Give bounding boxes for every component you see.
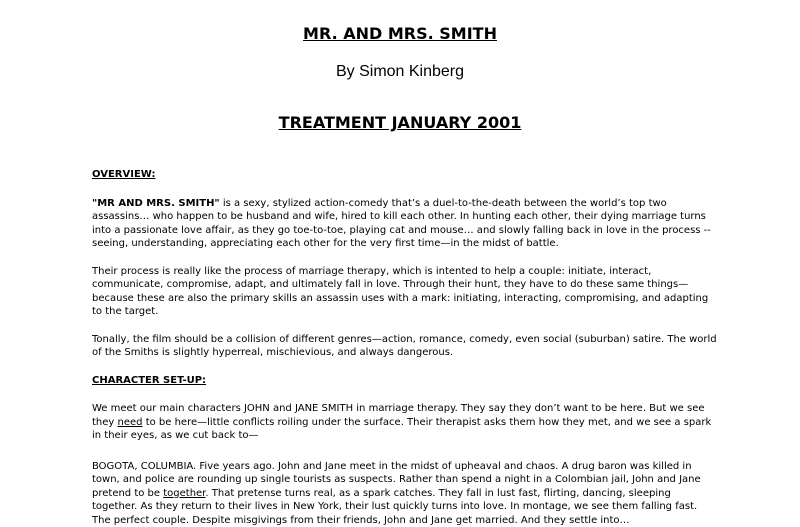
character-paragraph-2 [92, 460, 718, 527]
document-title: MR. AND MRS. SMITH [0, 24, 800, 43]
character-paragraph-2-text-a: BOGOTA, COLUMBIA. Five years ago. John and Jane meet in the midst of upheaval and chaos. A drug baron was killed in town, and police are rounding up single tourists as suspects. Rather than spend a night in a Colombian jail, John and Jane pretend to be [92, 461, 701, 499]
character-paragraph-2-text-b: . That pretense turns real, as a spark catches. They fall in lust fast, flirting, dancing, sleeping together. As they return to their lives in New York, their lust quickly turns into love. In montage, we see them falling fast. The perfect couple. Despite misgivings from their friends, John and Jane get married. And they settle into… [92, 488, 697, 526]
character-paragraph-1-text-b: to be here—little conflicts roiling under the surface. Their therapist asks them how they met, and we see a spark in their eyes, as we cut back to— [92, 417, 711, 442]
treatment-date-heading: TREATMENT JANUARY 2001 [0, 113, 800, 132]
document-body [92, 168, 718, 527]
overview-paragraph-1-text: is a sexy, stylized action-comedy that’s a duel-to-the-death between the world’s top two assassins… who happen to be husband and wife, hired to kill each other. In hunting each other, their dying marriage turns into a passionate love affair, as they go toe-to-toe, playing cat and mouse… and slowly falling back in love in the process -- seeing, understanding, appreciating each other for the very first time—in the midst of battle. [92, 198, 711, 250]
overview-paragraph-2: Their process is really like the process of marriage therapy, which is intented to help a couple: initiate, interact, communicate, compromise, adapt, and ultimately fall in love. Through their hunt, they have to do these same things—because these are also the primary skills an assassin uses with a mark: initiating, interacting, compromising, and adapting to the target. [92, 265, 718, 319]
overview-heading: OVERVIEW: [92, 168, 718, 182]
character-paragraph-2-underlined: together [163, 488, 205, 499]
author-line: By Simon Kinberg [0, 63, 800, 81]
character-paragraph-1-text-a: We meet our main characters JOHN and JANE SMITH in marriage therapy. They say they don’t want to be here. But we see they [92, 403, 705, 428]
overview-paragraph-1 [92, 197, 718, 251]
overview-paragraph-3: Tonally, the film should be a collision of different genres—action, romance, comedy, even social (suburban) satire. The world of the Smiths is slightly hyperreal, mischievious, and always dangerous. [92, 333, 718, 360]
character-setup-heading: CHARACTER SET-UP: [92, 374, 718, 388]
overview-title-bold: "MR AND MRS. SMITH" [92, 198, 220, 209]
character-paragraph-1 [92, 402, 718, 443]
character-paragraph-1-underlined: need [118, 417, 143, 428]
